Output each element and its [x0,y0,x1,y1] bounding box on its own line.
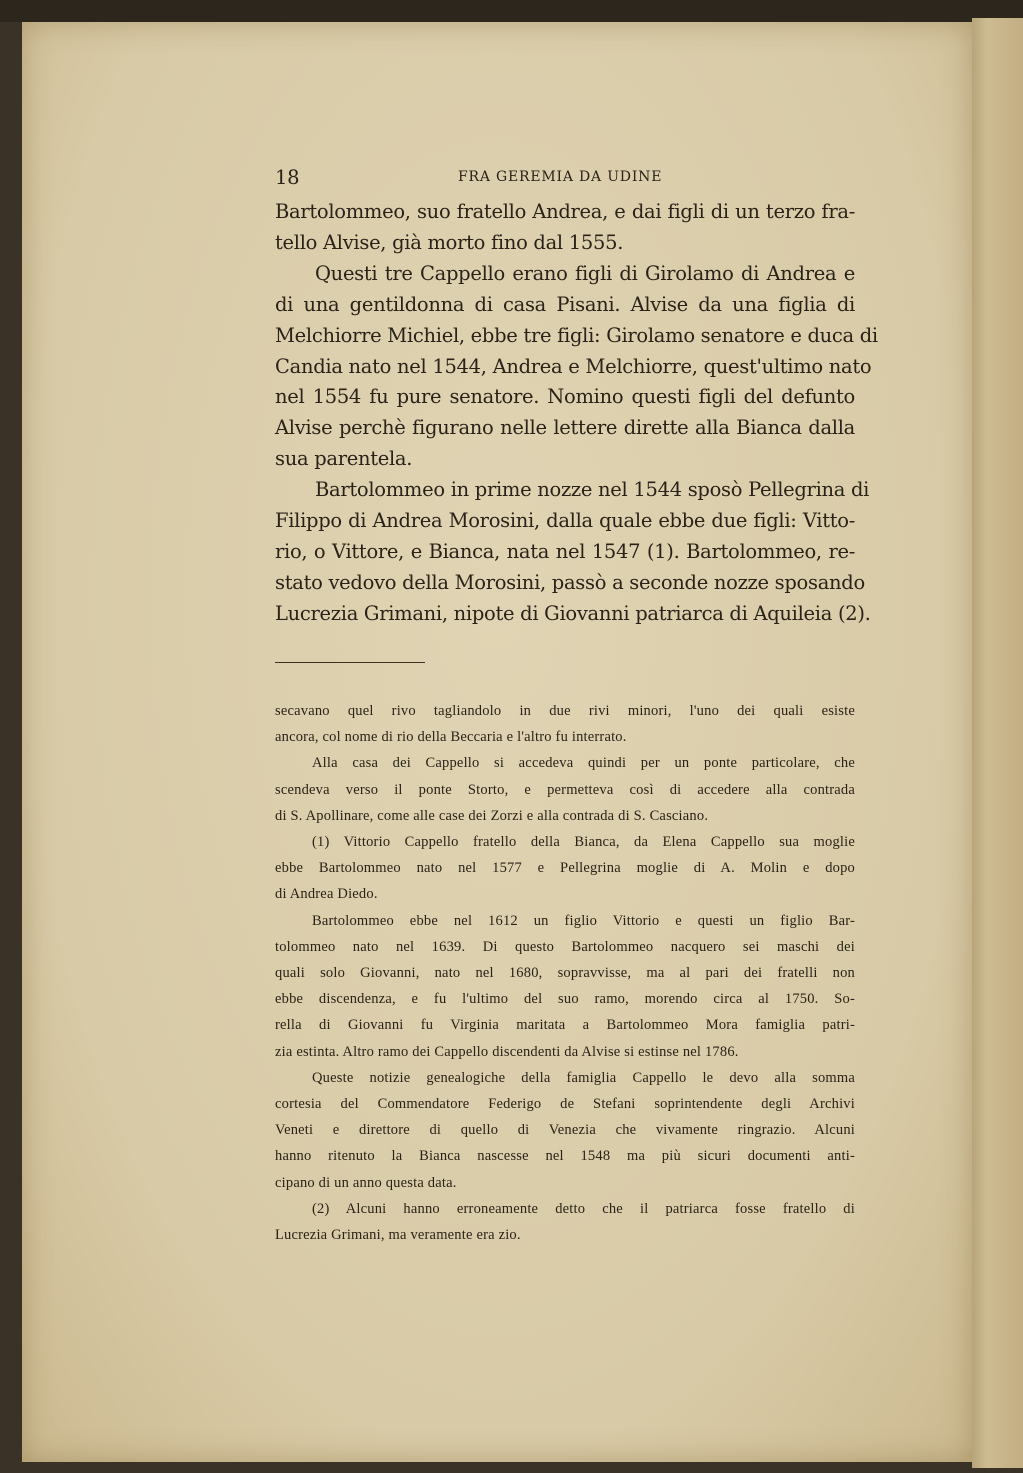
footnote-line: Alla casa dei Cappello si accedeva quindi per un ponte particolare, che [312,755,855,772]
text-line: Questi tre Cappello erano figli di Girolamo di Andrea e [315,261,855,285]
footnote-line: secavano quel rivo tagliandolo in due rivi minori, l'uno dei quali esiste [275,703,855,719]
page-number: 18 [275,166,300,189]
text-line: di una gentildonna di casa Pisani. Alvise da una figlia di [275,292,855,316]
adjacent-page-edge [972,18,1023,1468]
text-line: Bartolommeo in prime nozze nel 1544 sposò Pellegrina di [315,478,870,502]
footnote-line: rella di Giovanni fu Virginia maritata a Bartolommeo Mora famiglia patri- [275,1017,855,1034]
footnote-line: Bartolommeo ebbe nel 1612 un figlio Vittorio e questi un figlio Bar- [312,912,855,929]
footnote-line: Lucrezia Grimani, ma veramente era zio. [275,1227,521,1243]
footnote-line: scendeva verso il ponte Storto, e permetteva così di accedere alla contrada [275,781,855,798]
footnote-line: cipano di un anno questa data. [275,1174,457,1191]
text-line: Lucrezia Grimani, nipote di Giovanni patriarca di Aquileia (2). [275,601,871,625]
text-line: nel 1554 fu pure senatore. Nomino questi figli del defunto [275,385,855,409]
text-line: stato vedovo della Morosini, passò a seconde nozze sposando [275,570,865,594]
footnote-line: (1) Vittorio Cappello fratello della Bianca, da Elena Cappello sua moglie [312,834,855,850]
footnote-line: ebbe discendenza, e fu l'ultimo del suo ramo, morendo circa al 1750. So- [275,991,855,1008]
footnote-line: Veneti e direttore di quello di Venezia che vivamente ringrazio. Alcuni [275,1122,855,1139]
footnote-line: ancora, col nome di rio della Beccaria e l'altro fu interrato. [275,729,627,746]
footnote-line: di S. Apollinare, come alle case dei Zorzi e alla contrada di S. Casciano. [275,807,709,824]
text-line: Filippo di Andrea Morosini, dalla quale ebbe due figli: Vitto- [275,509,855,532]
footnote-line: Queste notizie genealogiche della famiglia Cappello le devo alla somma [312,1069,855,1086]
footnote-line: quali solo Giovanni, nato nel 1680, sopravvisse, ma al pari dei fratelli non [275,965,855,981]
text-line: rio, o Vittore, e Bianca, nata nel 1547 (1). Bartolommeo, re- [275,539,855,563]
footnote-line: zia estinta. Altro ramo dei Cappello discendenti da Alvise si estinse nel 1786. [275,1043,739,1060]
text-line: Alvise perchè figurano nelle lettere dirette alla Bianca dalla [275,416,855,440]
text-line: Candia nato nel 1544, Andrea e Melchiorre, quest'ultimo nato [275,354,872,378]
footnote-line: hanno ritenuto la Bianca nascesse nel 1548 ma più sicuri documenti anti- [275,1148,855,1165]
text-line: Melchiorre Michiel, ebbe tre figli: Girolamo senatore e duca di [275,323,878,347]
text-line: sua parentela. [275,447,413,471]
footnote-separator [275,662,425,663]
text-line: tello Alvise, già morto fino dal 1555. [275,230,624,254]
scan-border [0,0,1023,22]
footnote-line: cortesia del Commendatore Federigo de Stefani soprintendente degli Archivi [275,1096,855,1112]
footnote-line: (2) Alcuni hanno erroneamente detto che il patriarca fosse fratello di [312,1200,855,1217]
footnote-line: ebbe Bartolommeo nato nel 1577 e Pellegrina moglie di A. Molin e dopo [275,860,855,877]
running-title: FRA GEREMIA DA UDINE [458,169,663,185]
footnote-line: tolommeo nato nel 1639. Di questo Bartolommeo nacquero sei maschi dei [275,938,855,955]
text-line: Bartolommeo, suo fratello Andrea, e dai figli di un terzo fra- [275,200,855,223]
footnote-line: di Andrea Diedo. [275,886,378,903]
